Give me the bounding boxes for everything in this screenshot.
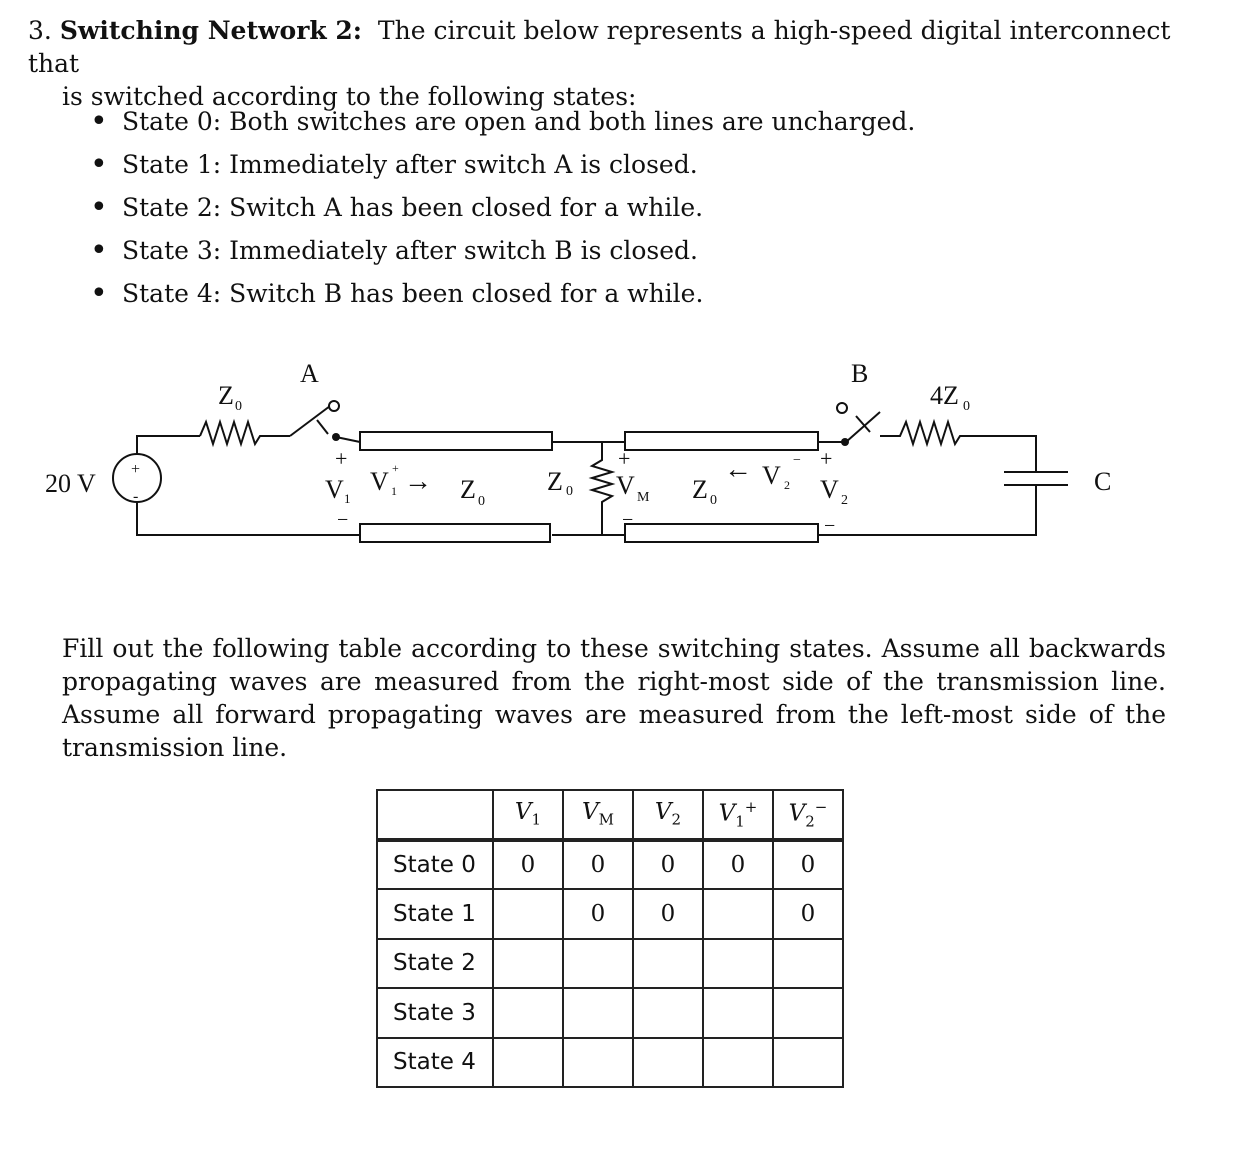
header-vm: $V_M$ — [563, 790, 633, 840]
svg-text:+: + — [820, 446, 833, 471]
problem-intro-line1: The circuit below represents a high-speed digital interconnect that — [28, 16, 1171, 78]
table-cell[interactable]: 0 — [633, 889, 703, 939]
svg-text:−: − — [337, 509, 349, 531]
left-resistor-zigzag — [200, 422, 290, 444]
state-item: • State 3: Immediately after switch B is closed. — [90, 229, 915, 272]
problem-statement — [28, 14, 1218, 113]
circuit-diagram — [0, 350, 1244, 550]
right-resistor-label: 4Z — [930, 381, 959, 410]
problem-title: Switching Network 2: — [59, 16, 363, 45]
svg-text:0: 0 — [963, 399, 970, 414]
header-v2-minus: $V_2^-$ — [773, 790, 843, 840]
forward-arrow: → — [404, 466, 432, 497]
state-list — [90, 100, 915, 315]
table-cell[interactable] — [703, 988, 773, 1038]
switch-b-label: B — [851, 359, 869, 388]
svg-text:0: 0 — [566, 484, 573, 499]
tline2-top — [625, 432, 818, 450]
table-cell[interactable]: 0 — [703, 840, 773, 890]
v1-label: V — [325, 475, 344, 504]
table-cell[interactable]: 0 — [563, 889, 633, 939]
instructions: Fill out the following table according to these switching states. Assume all backwards propagating waves are measured from the right-most side of the transmission line. Assume all forward propagating waves are measured from the left-most side of the transmission line. — [62, 634, 1166, 762]
table-row — [377, 988, 843, 1038]
table-cell[interactable] — [493, 1038, 563, 1088]
table-corner-cell — [377, 790, 493, 840]
table-cell[interactable] — [563, 939, 633, 989]
svg-text:−: − — [793, 453, 801, 468]
row-label: State 1 — [377, 889, 493, 939]
right-resistor-zigzag — [880, 422, 1036, 472]
svg-text:+: + — [335, 446, 348, 471]
capacitor-label: C — [1094, 467, 1112, 496]
svg-text:M: M — [637, 490, 650, 505]
left-resistor-label: Z — [218, 381, 234, 410]
mid-resistor-label: Z — [547, 467, 563, 496]
line1-impedance-label: Z — [460, 475, 476, 504]
problem-intro-line2: is switched according to the following states: — [62, 82, 637, 111]
switch-a-blade — [290, 406, 330, 436]
svg-text:0: 0 — [478, 494, 485, 509]
table-cell[interactable] — [773, 939, 843, 989]
v2-minus-wave-label: V — [762, 461, 781, 490]
table-cell[interactable]: 0 — [633, 840, 703, 890]
svg-text:+: + — [392, 461, 399, 475]
row-label: State 4 — [377, 1038, 493, 1088]
source-label: 20 V — [45, 469, 96, 498]
table-cell[interactable] — [493, 939, 563, 989]
table-cell[interactable] — [563, 1038, 633, 1088]
state-item: • State 1: Immediately after switch A is closed. — [90, 143, 915, 186]
svg-text:−: − — [824, 515, 836, 537]
switch-b-contact — [837, 403, 847, 413]
table-row — [377, 840, 843, 890]
svg-text:0: 0 — [710, 493, 717, 508]
row-label: State 2 — [377, 939, 493, 989]
header-v1-plus: $V_1^+$ — [703, 790, 773, 840]
table-row — [377, 1038, 843, 1088]
table-cell[interactable]: 0 — [773, 889, 843, 939]
svg-text:2: 2 — [784, 478, 790, 492]
header-v1: $V_1$ — [493, 790, 563, 840]
header-v2: $V_2$ — [633, 790, 703, 840]
table-row — [377, 889, 843, 939]
table-cell[interactable] — [773, 988, 843, 1038]
table-cell[interactable] — [493, 988, 563, 1038]
table-cell[interactable] — [633, 1038, 703, 1088]
table-cell[interactable]: 0 — [773, 840, 843, 890]
source-minus: - — [133, 488, 139, 505]
v2-label: V — [820, 475, 839, 504]
answer-table — [376, 789, 844, 1088]
svg-text:1: 1 — [344, 491, 351, 506]
mid-resistor-zigzag — [592, 442, 612, 535]
state-item: • State 2: Switch A has been closed for a while. — [90, 186, 915, 229]
state-item: • State 0: Both switches are open and both lines are uncharged. — [90, 100, 915, 143]
table-cell[interactable]: 0 — [563, 840, 633, 890]
svg-text:+: + — [618, 446, 631, 471]
vm-label: V — [616, 471, 635, 500]
table-cell[interactable]: 0 — [493, 840, 563, 890]
table-cell[interactable] — [773, 1038, 843, 1088]
backward-arrow: ← — [724, 454, 752, 485]
state-item: • State 4: Switch B has been closed for a while. — [90, 272, 915, 315]
problem-number: 3. — [28, 16, 52, 45]
row-label: State 3 — [377, 988, 493, 1038]
table-cell[interactable] — [703, 1038, 773, 1088]
svg-text:1: 1 — [391, 484, 397, 498]
switch-b-blade — [846, 412, 880, 442]
table-header-row — [377, 790, 843, 840]
v1-plus-wave-label: V — [370, 467, 389, 496]
tline1-top — [360, 432, 552, 450]
tline1-bottom — [360, 524, 550, 542]
row-label: State 0 — [377, 840, 493, 890]
svg-text:2: 2 — [841, 493, 848, 508]
switch-a-contact — [329, 401, 339, 411]
table-cell[interactable] — [563, 988, 633, 1038]
line2-impedance-label: Z — [692, 475, 708, 504]
tline2-bottom — [625, 524, 818, 542]
table-cell[interactable] — [633, 939, 703, 989]
svg-text:0: 0 — [235, 399, 242, 414]
switch-a-label: A — [300, 359, 319, 388]
table-row — [377, 939, 843, 989]
table-cell[interactable] — [493, 889, 563, 939]
wires — [137, 406, 1068, 535]
table-cell[interactable] — [633, 988, 703, 1038]
source-plus: + — [131, 461, 141, 478]
table-cell[interactable] — [703, 939, 773, 989]
table-cell[interactable] — [703, 889, 773, 939]
svg-text:−: − — [622, 509, 634, 531]
